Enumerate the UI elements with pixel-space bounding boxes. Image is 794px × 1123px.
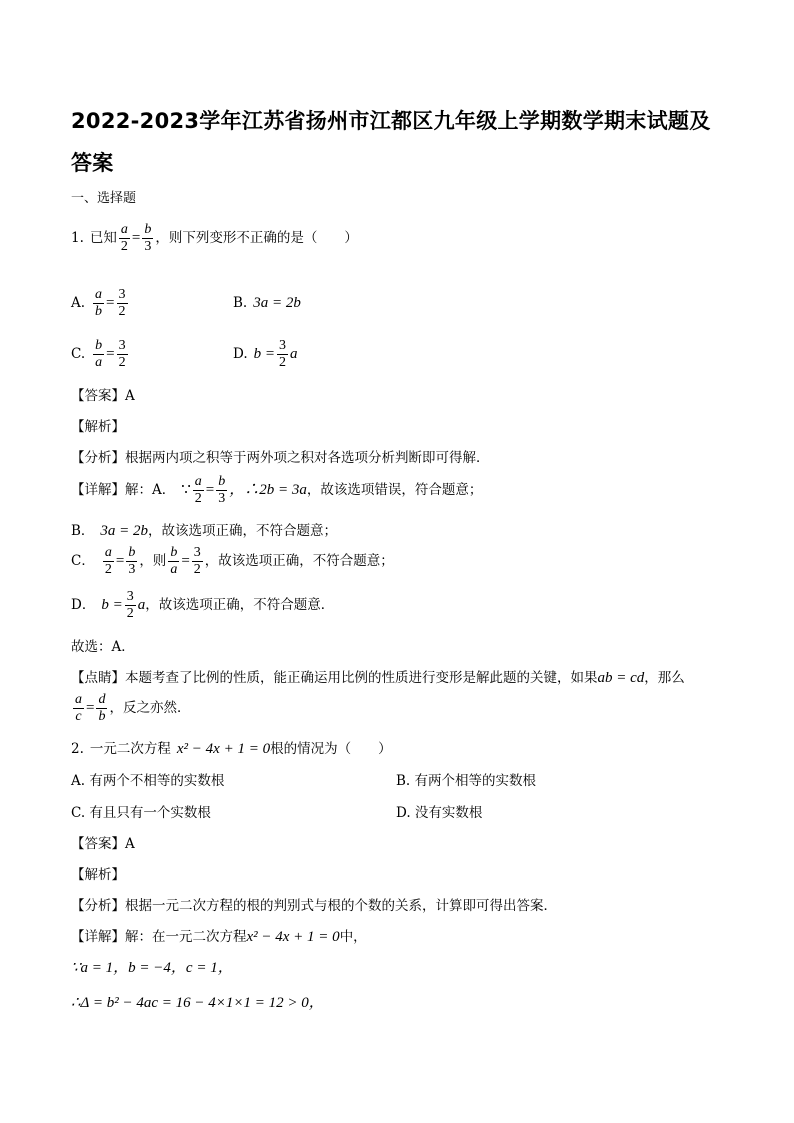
q1-option-a: A. $\frac{a}{b}$ = $\frac{3}{2}$ (71, 287, 126, 319)
q1-comment-line2: $\frac{a}{c}$ = $\frac{d}{b}$ ，反之亦然． (75, 692, 191, 724)
q1-cond-frac-a: $\frac{a}{2}$ (120, 222, 128, 254)
q1-stem: 1. 已知 $\frac{a}{2}$ = $\frac{b}{3}$ ，则下列变形不正确的是（ ） (71, 222, 358, 254)
q1-analysis-tag: 【解析】 (71, 419, 125, 435)
q2-stem: 2. 一元二次方程 x² − 4x + 1 = 0根的情况为（ ） (71, 741, 392, 757)
q2-coefficients: ∵a = 1，b = −4，c = 1， (71, 960, 233, 976)
section-heading: 一、选择题 (71, 191, 137, 206)
q1-comment-line1: 【点睛】本题考查了比例的性质，能正确运用比例的性质进行变形是解此题的关键，如果ab = cd，那么 (71, 670, 685, 686)
q1-answer: 【答案】A (71, 388, 135, 404)
q1-choose: 故选：A． (71, 639, 135, 655)
q2-option-a: A. 有两个不相等的实数根 (71, 773, 225, 789)
q1-detail-d: D． b = $\frac{3}{2}$ a，故该选项正确，不符合题意． (71, 589, 335, 621)
q1-cond-frac-b: $\frac{b}{3}$ (144, 222, 152, 254)
q1-option-b: B. 3a = 2b (233, 295, 301, 311)
q1-detail-c: C． $\frac{a}{2}$ = $\frac{b}{3}$ ，则 $\frac{b}{a}$ = $\frac{3}{2}$ ，故该选项正确，不符合题意； (71, 545, 394, 577)
q2-fenxi: 【分析】根据一元二次方程的根的判别式与根的个数的关系，计算即可得出答案． (71, 898, 557, 914)
q1-fenxi: 【分析】根据两内项之积等于两外项之积对各选项分析判断即可得解． (71, 450, 490, 466)
q2-analysis-tag: 【解析】 (71, 867, 125, 883)
q2-detail: 【详解】解：在一元二次方程x² − 4x + 1 = 0中， (71, 929, 367, 945)
q2-option-c: C. 有且只有一个实数根 (71, 805, 211, 821)
q2-option-d: D. 没有实数根 (396, 805, 483, 821)
q1-detail-a: 【详解】解：A． ∵ $\frac{a}{2}$ = $\frac{b}{3}$ ，∴2b = 3a，故该选项错误，符合题意； (71, 474, 483, 506)
q2-discriminant: ∴Δ = b² − 4ac = 16 − 4×1×1 = 12 > 0， (71, 995, 324, 1011)
q2-option-b: B. 有两个相等的实数根 (396, 773, 537, 789)
q1-option-d: D. b = $\frac{3}{2}$ a (233, 338, 298, 370)
page-title: 2022-2023学年江苏省扬州市江都区九年级上学期数学期末试题及答案 (71, 109, 711, 175)
q2-answer: 【答案】A (71, 836, 135, 852)
q1-option-c: C. $\frac{b}{a}$ = $\frac{3}{2}$ (71, 338, 126, 370)
q1-detail-b: B． 3a = 2b，故该选项正确，不符合题意； (71, 523, 338, 539)
